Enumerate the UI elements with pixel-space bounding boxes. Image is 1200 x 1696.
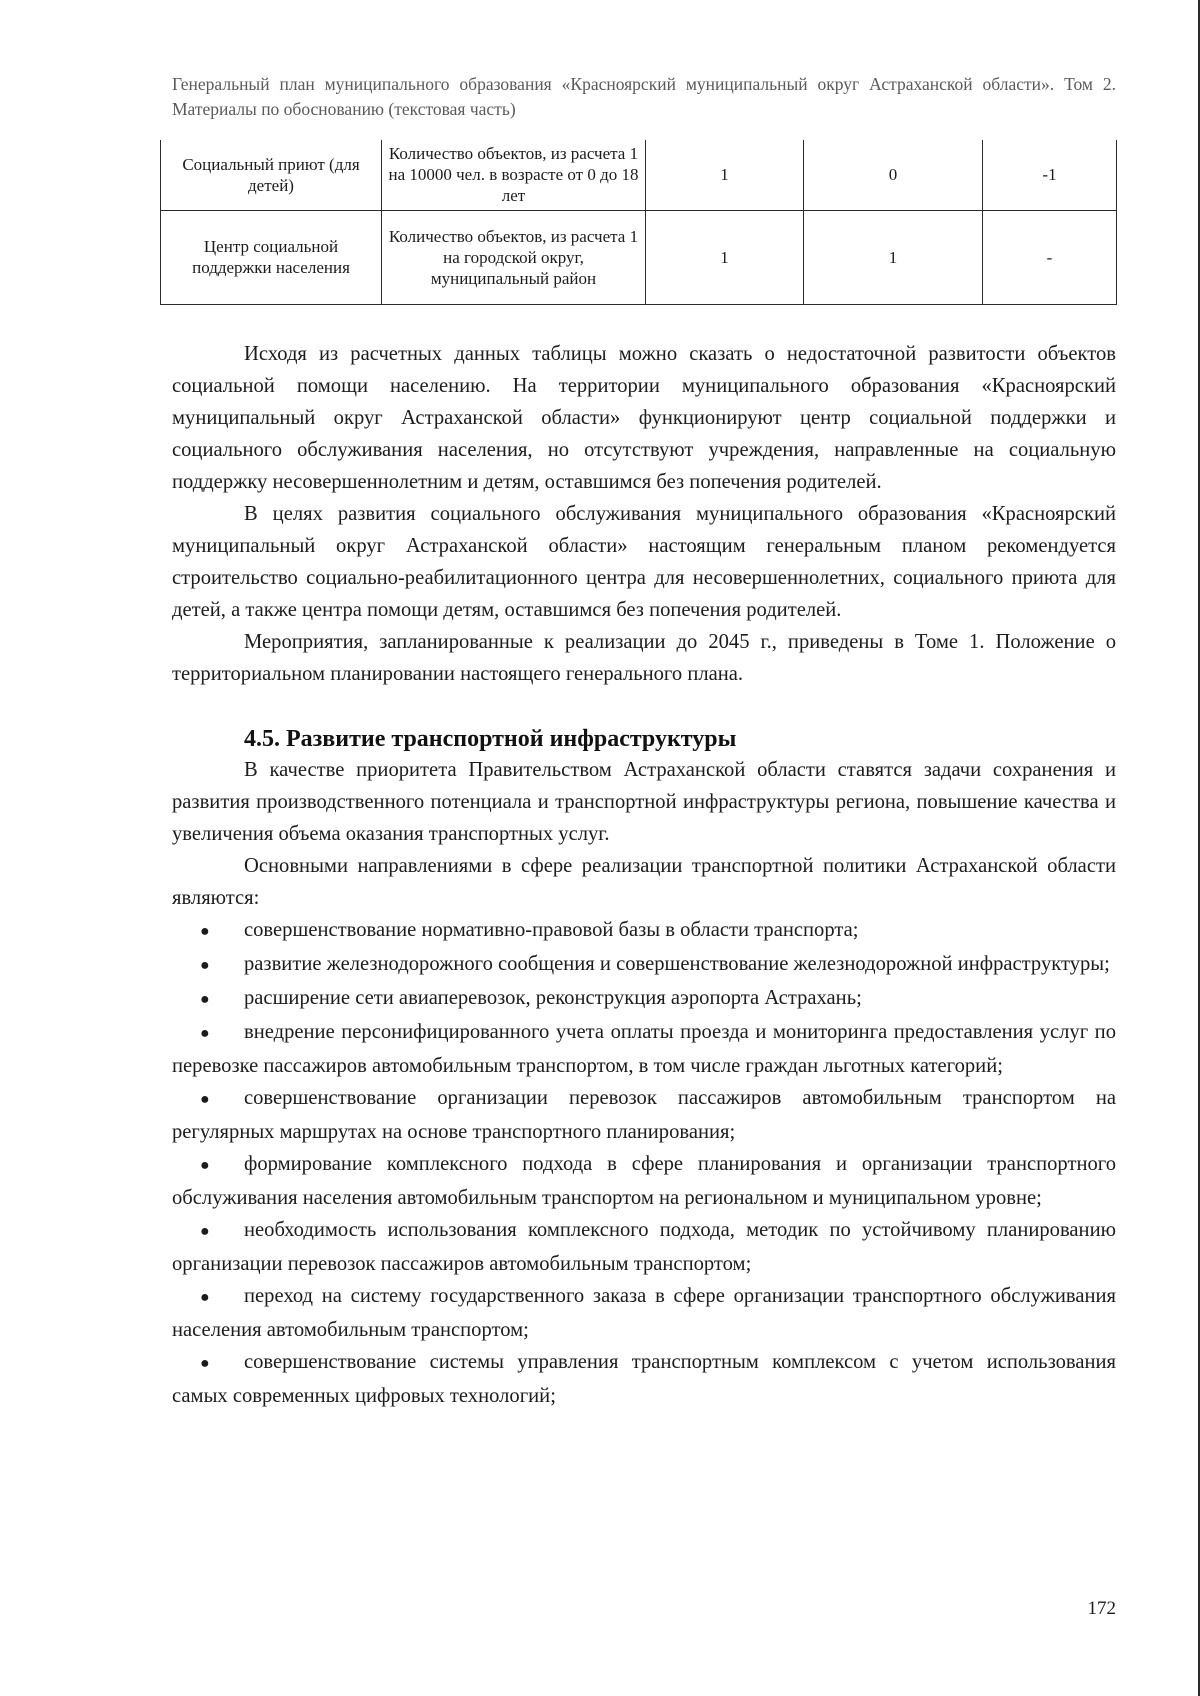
table-row <box>161 140 1117 210</box>
list-item <box>172 948 1116 982</box>
list-item <box>172 1346 1116 1412</box>
paragraph: Мероприятия, запланированные к реализации до 2045 г., приведены в Томе 1. Положение о территориальном планировании настоящего генерального плана. <box>172 631 1116 685</box>
list-item <box>172 1148 1116 1214</box>
list-item <box>172 1214 1116 1280</box>
facility-name-cell: Центр социальной поддержки населения <box>161 210 382 304</box>
bullet-icon: ● <box>200 1025 210 1042</box>
existing-count-cell: 0 <box>804 140 983 210</box>
section-heading: 4.5. Развитие транспортной инфраструктуры <box>244 726 737 752</box>
list-item-text: необходимость использования комплексного подхода, методик по устойчивому планированию организации перевозок пассажиров автомобильным транспортом; <box>172 1219 1116 1275</box>
paragraph: Основными направлениями в сфере реализации транспортной политики Астраханской области являются: <box>172 855 1116 909</box>
bullet-icon: ● <box>200 1223 210 1240</box>
list-item-text: расширение сети авиаперевозок, реконструкция аэропорта Астрахань; <box>244 987 862 1009</box>
list-item <box>172 1082 1116 1148</box>
running-header: Генеральный план муниципального образования «Красноярский муниципальный округ Астраханской области». Том 2. Материалы по обоснованию (текстовая часть) <box>172 74 1116 119</box>
existing-count-cell: 1 <box>804 210 983 304</box>
paragraph: Исходя из расчетных данных таблицы можно сказать о недостаточной развитости объектов социальной помощи населению. На территории муниципального образования «Красноярский муниципальный округ Астраханской области» функционируют центр социальной поддержки и социального обслуживания населения, но отсутствуют учреждения, направленные на социальную поддержку несовершеннолетним и детям, оставшимся без попечения родителей. <box>172 343 1116 493</box>
list-item <box>172 914 1116 948</box>
deficit-cell: -1 <box>983 140 1117 210</box>
list-item-text: переход на систему государственного заказа в сфере организации транспортного обслуживания населения автомобильным транспортом; <box>172 1285 1116 1341</box>
bullet-list <box>172 914 1116 1412</box>
deficit-cell: - <box>983 210 1117 304</box>
list-item-text: совершенствование нормативно-правовой базы в области транспорта; <box>244 919 859 941</box>
table-row <box>161 210 1117 304</box>
list-item <box>172 1280 1116 1346</box>
required-count-cell: 1 <box>646 140 804 210</box>
list-item-text: внедрение персонифицированного учета оплаты проезда и мониторинга предоставления услуг по перевозке пассажиров автомобильным транспортом, в том числе граждан льготных категорий; <box>172 1021 1116 1077</box>
bullet-icon: ● <box>200 1289 210 1306</box>
list-item-text: совершенствование системы управления транспортным комплексом с учетом использования самых современных цифровых технологий; <box>172 1351 1116 1407</box>
social-facilities-table <box>160 140 1117 305</box>
list-item-text: развитие железнодорожного сообщения и совершенствование железнодорожной инфраструктуры; <box>244 953 1110 975</box>
facility-name-cell: Социальный приют (для детей) <box>161 140 382 210</box>
page-number: 172 <box>1087 1598 1116 1619</box>
list-item-text: совершенствование организации перевозок пассажиров автомобильным транспортом на регулярных маршрутах на основе транспортного планирования; <box>172 1087 1116 1143</box>
norm-cell: Количество объектов, из расчета 1 на городской округ, муниципальный район <box>382 210 646 304</box>
required-count-cell: 1 <box>646 210 804 304</box>
bullet-icon: ● <box>200 1091 210 1108</box>
bullet-icon: ● <box>200 991 210 1008</box>
bullet-icon: ● <box>200 957 210 974</box>
list-item <box>172 982 1116 1016</box>
bullet-icon: ● <box>200 1157 210 1174</box>
bullet-icon: ● <box>200 923 210 940</box>
list-item-text: формирование комплексного подхода в сфере планирования и организации транспортного обслуживания населения автомобильным транспортом на региональном и муниципальном уровне; <box>172 1153 1116 1209</box>
list-item <box>172 1016 1116 1082</box>
norm-cell: Количество объектов, из расчета 1 на 10000 чел. в возрасте от 0 до 18 лет <box>382 140 646 210</box>
paragraph: В целях развития социального обслуживания муниципального образования «Красноярский муниципальный округ Астраханской области» настоящим генеральным планом рекомендуется строительство социально-реабилитационного центра для несовершеннолетних, социального приюта для детей, а также центра помощи детям, оставшимся без попечения родителей. <box>172 503 1116 621</box>
paragraph: В качестве приоритета Правительством Астраханской области ставятся задачи сохранения и развития производственного потенциала и транспортной инфраструктуры региона, повышение качества и увеличения объема оказания транспортных услуг. <box>172 759 1116 845</box>
bullet-icon: ● <box>200 1355 210 1372</box>
document-body <box>172 338 1116 1412</box>
